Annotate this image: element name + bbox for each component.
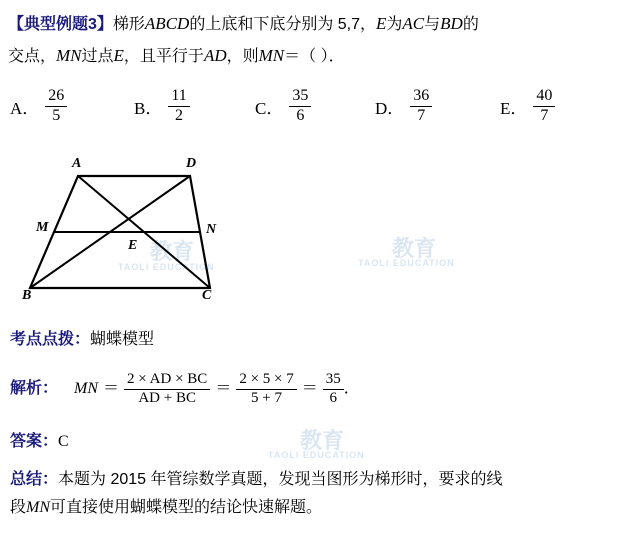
watermark-bottom-logo: 教育 — [300, 428, 345, 453]
formula-mn: MN — [74, 380, 99, 398]
stem-ac: AC — [402, 14, 425, 33]
stem-text-1: 梯形 — [112, 16, 145, 33]
option-c-denominator: 6 — [296, 106, 305, 124]
formula-f1-numerator: 2 × AD × BC — [127, 371, 208, 387]
option-b-fraction — [168, 88, 189, 125]
option-c-numerator: 35 — [292, 87, 309, 104]
option-a-denominator: 5 — [52, 106, 61, 124]
option-b[interactable] — [134, 88, 255, 125]
daan-block — [10, 428, 69, 456]
answer-options — [10, 88, 620, 125]
stem-text-3: 为 — [386, 16, 403, 33]
formula-f3-numerator: 35 — [325, 371, 341, 387]
option-a[interactable] — [10, 88, 134, 125]
zongjie-line2-a: 段 — [10, 499, 27, 516]
daan-heading: 答案： — [10, 433, 59, 450]
label-d: D — [186, 156, 197, 171]
question-tag: 【典型例题3】 — [8, 16, 113, 33]
stem-text-4: 与 — [424, 16, 441, 33]
trapezoid-figure — [10, 148, 270, 313]
option-e-fraction — [533, 88, 555, 125]
formula-equals-1: ＝ — [103, 380, 120, 398]
option-d-denominator: 7 — [417, 106, 426, 124]
label-e: E — [128, 238, 138, 253]
option-e-label: E． — [500, 98, 528, 118]
label-n: N — [206, 222, 217, 237]
stem-e: E — [376, 14, 387, 33]
option-a-fraction — [45, 88, 67, 125]
zongjie-line2-b: 可直接使用蝴蝶模型的结论快速解题。 — [50, 499, 323, 516]
option-b-label: B． — [134, 98, 163, 118]
watermark-right-logo: 教育 — [392, 236, 437, 261]
option-c[interactable] — [255, 88, 375, 125]
label-m: M — [36, 220, 49, 235]
kaodian-body: 蝴蝶模型 — [90, 331, 155, 348]
stem-e2: E — [113, 46, 124, 65]
formula-equals-3: ＝ — [301, 380, 318, 398]
formula-period: ． — [343, 380, 360, 398]
option-e[interactable] — [500, 88, 555, 125]
stem-text-2: 的上底和下底分别为 5,7， — [189, 16, 377, 33]
stem-bd: BD — [440, 14, 463, 33]
jiexi-formula — [62, 372, 360, 407]
stem-text-10: ＝（ ）． — [284, 48, 345, 65]
formula-fraction-1 — [124, 372, 210, 407]
stem-text-7: 过点 — [81, 48, 114, 65]
formula-fraction-3 — [323, 372, 344, 407]
stem-text-9: ，则 — [226, 48, 259, 65]
stem-mn: MN — [56, 46, 82, 65]
option-c-fraction — [289, 88, 311, 125]
zongjie-line1: 本题为 2015 年管综数学真题，发现当图形为梯形时，要求的线 — [58, 471, 503, 488]
formula-f2-denominator: 5 + 7 — [251, 389, 283, 406]
option-c-label: C． — [255, 98, 284, 118]
trapezoid-svg — [10, 148, 270, 313]
watermark-left-logo: 教育 — [150, 239, 195, 264]
stem-mn-2: MN — [258, 46, 285, 65]
option-e-denominator: 7 — [540, 106, 549, 124]
daan-body: C — [58, 433, 69, 450]
stem-text-6: 交点， — [8, 48, 57, 65]
option-b-numerator: 11 — [171, 87, 187, 104]
label-c: C — [202, 288, 212, 303]
option-a-label: A． — [10, 98, 40, 118]
option-d[interactable] — [375, 88, 500, 125]
kaodian-block — [10, 326, 154, 354]
option-b-denominator: 2 — [175, 106, 184, 124]
label-b: B — [22, 288, 32, 303]
stem-text-5: 的 — [462, 16, 479, 33]
kaodian-heading: 考点点拨： — [10, 331, 91, 348]
formula-f2-numerator: 2 × 5 × 7 — [239, 371, 294, 387]
stem-text-8: ，且平行于 — [123, 48, 204, 65]
formula-f3-denominator: 6 — [329, 389, 338, 406]
stem-ad: AD — [203, 46, 227, 65]
jiexi-heading: 解析： — [10, 379, 59, 397]
option-d-label: D． — [375, 98, 405, 118]
option-d-fraction — [410, 88, 432, 125]
formula-fraction-2 — [236, 372, 296, 407]
question-stem — [8, 8, 622, 72]
jiexi-block — [10, 372, 360, 407]
option-a-numerator: 26 — [48, 87, 65, 104]
zongjie-heading: 总结： — [10, 471, 59, 488]
watermark-right-text: TAOLI EDUCATION — [358, 258, 455, 268]
zongjie-block — [10, 466, 620, 522]
option-d-numerator: 36 — [413, 87, 430, 104]
zongjie-mn: MN — [26, 499, 51, 516]
watermark-left-text: TAOLI EDUCATION — [118, 262, 215, 272]
watermark-bottom-text: TAOLI EDUCATION — [268, 450, 365, 460]
stem-abcd: ABCD — [144, 14, 190, 33]
label-a: A — [72, 156, 82, 171]
option-e-numerator: 40 — [536, 87, 553, 104]
formula-equals-2: ＝ — [215, 380, 232, 398]
formula-f1-denominator: AD + BC — [138, 389, 196, 406]
